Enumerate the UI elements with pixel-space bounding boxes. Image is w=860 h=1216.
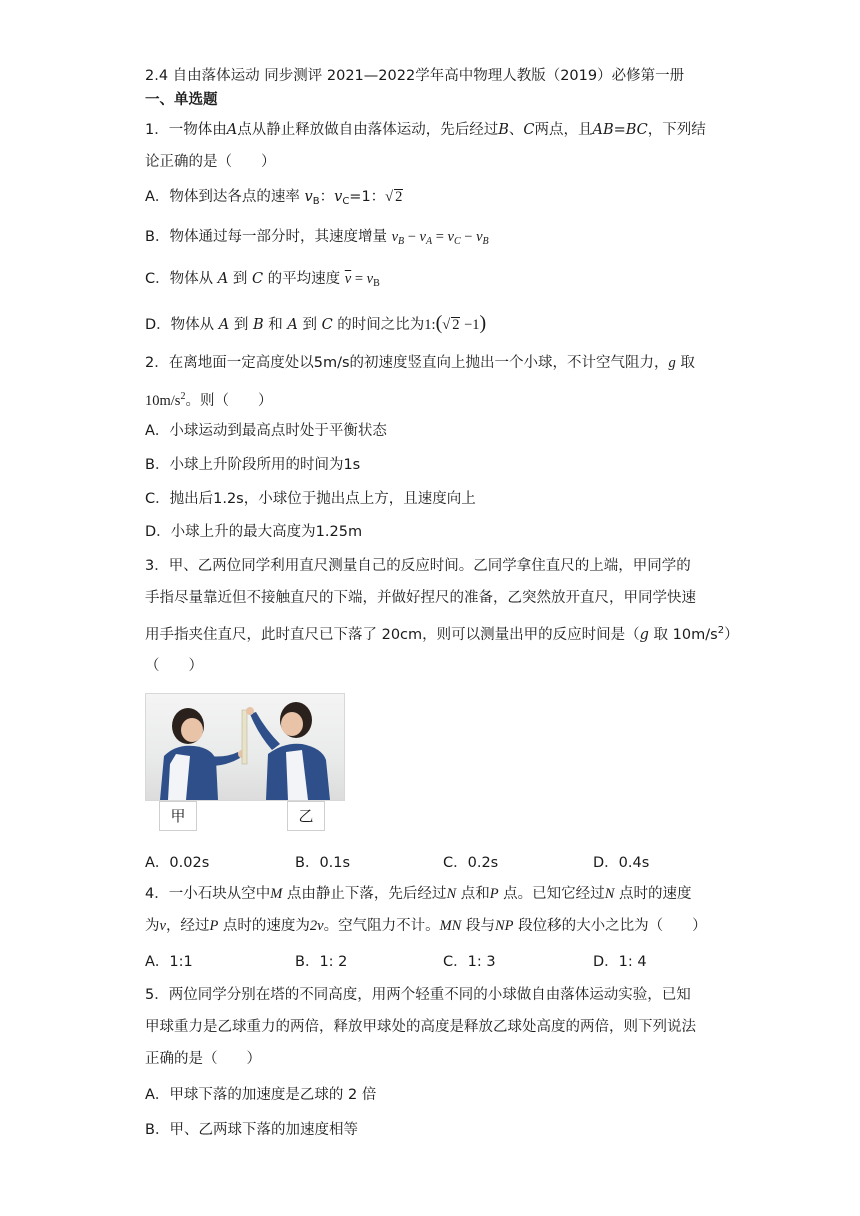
q4-options (145, 950, 705, 970)
q4-option-b: B．1: 2 (295, 954, 348, 970)
q3-option-c: C．0.2s (443, 855, 499, 871)
q2-stem-line2: $10m/s^2$。则（ ） (145, 391, 273, 409)
q2-stem-line1: 2．在离地面一定高度处以5m/s的初速度竖直向上抛出一个小球，不计空气阻力，g 取 (145, 355, 695, 371)
q4-option-d: D．1: 4 (593, 954, 647, 970)
q2-option-b: B．小球上升阶段所用的时间为1s (145, 457, 361, 473)
q3-stem-line4: （ ） (145, 658, 203, 674)
q2-option-d: D．小球上升的最大高度为1.25m (145, 524, 363, 540)
q3-option-b: B．0.1s (295, 855, 351, 871)
q3-stem-line2: 手指尽量靠近但不接触直尺的下端，并做好捏尺的准备，乙突然放开直尺，甲同学快速 (145, 590, 696, 606)
students-illustration (146, 694, 344, 800)
q1-option-a: A．物体到达各点的速率 $v_B$：$v_C=1$：√ 2 (145, 189, 403, 207)
document-title: 2.4 自由落体运动 同步测评 2021—2022学年高中物理人教版（2019）必修第一册 (145, 68, 685, 84)
q2-option-c: C．抛出后1.2s，小球位于抛出点上方，且速度向上 (145, 491, 476, 507)
q3-stem-line1: 3．甲、乙两位同学利用直尺测量自己的反应时间。乙同学拿住直尺的上端，甲同学的 (145, 558, 691, 574)
label-yi: 乙 (287, 801, 325, 831)
q3-option-a: A．0.02s (145, 855, 210, 871)
q1-option-c: C．物体从 A 到 C 的平均速度 $\overline{v} = v_B$ (145, 271, 380, 289)
q1-option-d: D．物体从 A 到 B 和 A 到 C 的时间之比为1:(√ 2 −1) (145, 312, 487, 334)
q5-stem-line2: 甲球重力是乙球重力的两倍，释放甲球处的高度是释放乙球处高度的两倍，则下列说法 (145, 1019, 696, 1035)
q3-stem-line3: 用手指夹住直尺，此时直尺已下落了 20cm，则可以测量出甲的反应时间是（g 取 $10m/s^2$） (145, 625, 739, 643)
reaction-time-figure (145, 693, 343, 833)
q1-stem-line1: 1．一物体由A点从静止释放做自由落体运动，先后经过B、C两点，且AB=BC，下列结 (145, 122, 706, 138)
students-photo (145, 693, 345, 801)
q1-stem-line2: 论正确的是（ ） (145, 154, 276, 170)
q4-stem-line2: 为v，经过P 点时的速度为2v。空气阻力不计。MN 段与NP 段位移的大小之比为（ ） (145, 918, 707, 934)
q5-stem-line3: 正确的是（ ） (145, 1051, 261, 1067)
q4-option-c: C．1: 3 (443, 954, 496, 970)
q5-stem-line1: 5．两位同学分别在塔的不同高度，用两个轻重不同的小球做自由落体运动实验，已知 (145, 987, 691, 1003)
section-title: 一、单选题 (145, 92, 218, 108)
q3-options (145, 851, 705, 871)
q4-option-a: A．1:1 (145, 954, 193, 970)
label-jia: 甲 (159, 801, 197, 831)
q3-option-d: D．0.4s (593, 855, 650, 871)
q4-stem-line1: 4．一小石块从空中M 点由静止下落，先后经过N 点和P 点。已知它经过N 点时的速度 (145, 886, 692, 902)
q1-option-b: B．物体通过每一部分时，其速度增量 $v_B - v_A = v_C - v_B$ (145, 229, 489, 247)
q5-option-a: A．甲球下落的加速度是乙球的 2 倍 (145, 1087, 377, 1103)
q2-option-a: A．小球运动到最高点时处于平衡状态 (145, 423, 387, 439)
q5-option-b: B．甲、乙两球下落的加速度相等 (145, 1122, 358, 1138)
